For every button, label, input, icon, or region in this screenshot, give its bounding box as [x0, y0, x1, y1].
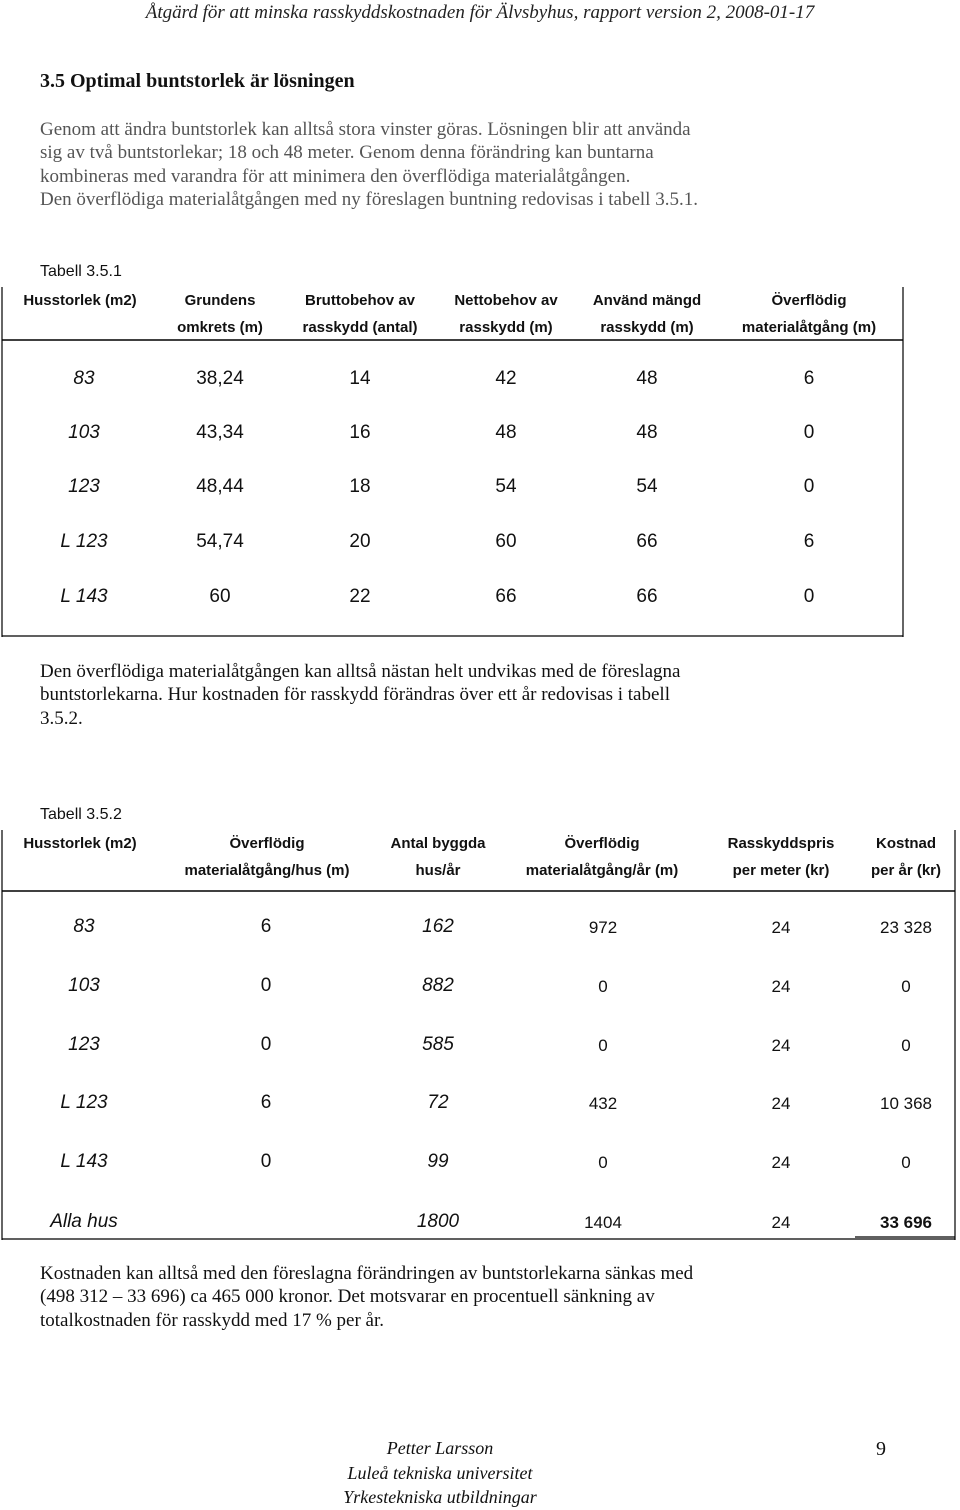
- table1-cell: 6: [803, 531, 815, 552]
- table2-header: Kostnad per år (kr): [870, 835, 942, 879]
- table1-cell: 0: [803, 422, 815, 443]
- table2-cell: 162: [422, 916, 454, 937]
- table1-cell: 20: [349, 531, 371, 552]
- table2-cell: 0: [901, 1036, 911, 1055]
- table2-cell: 0: [260, 1151, 272, 1172]
- table2-cell: 0: [598, 977, 608, 996]
- closing-paragraph: [40, 1262, 910, 1332]
- table1-cell: 18: [349, 476, 371, 497]
- table1-cell: 6: [803, 368, 815, 389]
- table2-cell: 10 368: [880, 1094, 932, 1113]
- table1-cell: 0: [803, 476, 815, 497]
- table2-cell: 0: [260, 975, 272, 996]
- table2-cell: 882: [422, 975, 454, 996]
- table2-cell: 6: [260, 1092, 272, 1113]
- table2-header: Husstorlek (m2): [23, 835, 137, 852]
- intro-line: kombineras med varandra för att minimera den överflödiga materialåtgången.: [40, 165, 631, 187]
- table2-cell: 24: [771, 977, 791, 996]
- table1-cell: 123: [68, 476, 100, 497]
- closing-line: Kostnaden kan alltså med den föreslagna förändringen av buntstorlekarna sänkas med: [40, 1263, 694, 1284]
- table1-cell: L 143: [60, 586, 108, 607]
- table2-cell: 103: [68, 975, 100, 996]
- table2-total-label: Alla hus: [50, 1211, 118, 1232]
- table1-cell: 42: [495, 368, 517, 389]
- table1-cell: 48: [636, 422, 658, 443]
- table2-cell: 585: [422, 1034, 454, 1055]
- table1-cell: 66: [636, 586, 658, 607]
- table1-header: Nettobehov av rasskydd (m): [454, 292, 558, 336]
- closing-line: totalkostnaden för rasskydd med 17 % per år.: [40, 1309, 385, 1331]
- table1-cell: 48: [495, 422, 517, 443]
- intro-line: Den överflödiga materialåtgången med ny föreslagen buntning redovisas i tabell 3.5.1.: [40, 188, 698, 210]
- section-title: 3.5 Optimal buntstorlek är lösningen: [40, 70, 355, 92]
- table1-header: Husstorlek (m2): [23, 292, 137, 309]
- table1-header: Överflödig materialåtgång (m): [741, 292, 877, 336]
- table2-total-cell: 1404: [584, 1213, 622, 1232]
- intro-line: sig av två buntstorlekar; 18 och 48 meter. Genom denna förändring kan buntarna: [40, 142, 654, 164]
- table2-cell: 99: [427, 1151, 449, 1172]
- table2-total-cell: 24: [771, 1213, 791, 1232]
- table2-cell: 24: [771, 1153, 791, 1172]
- table1-cell: L 123: [60, 531, 108, 552]
- table1-cell: 60: [495, 531, 517, 552]
- table1-cell: 103: [68, 422, 100, 443]
- table2-cell: L 143: [60, 1151, 108, 1172]
- table1-cell: 54: [636, 476, 658, 497]
- table2-cell: 83: [73, 916, 95, 937]
- middle-line: Den överflödiga materialåtgången kan alltså nästan helt undvikas med de föreslagna: [40, 661, 681, 682]
- table1-cell: 48,44: [196, 476, 244, 497]
- table2-total-cost: 33 696: [880, 1213, 932, 1232]
- table1-cell: 54,74: [196, 531, 244, 552]
- table1-cell: 0: [803, 586, 815, 607]
- table2-caption: Tabell 3.5.2: [40, 806, 122, 823]
- table1-cell: 66: [636, 531, 658, 552]
- page-number: 9: [876, 1438, 886, 1460]
- running-header: Åtgärd för att minska rasskyddskostnaden för Älvsbyhus, rapport version 2, 2008-01-17: [145, 2, 815, 23]
- table1-cell: 83: [73, 368, 95, 389]
- table1-cell: 48: [636, 368, 658, 389]
- closing-line: (498 312 – 33 696) ca 465 000 kronor. Det motsvarar en procentuell sänkning av: [40, 1286, 655, 1308]
- table2-cell: 123: [68, 1034, 100, 1055]
- table1-cell: 54: [495, 476, 517, 497]
- table2-cell: 0: [598, 1153, 608, 1172]
- middle-line: buntstorlekarna. Hur kostnaden för rasskydd förändras över ett år redovisas i tabell: [40, 684, 670, 706]
- table1-cell: 22: [349, 586, 371, 607]
- table1-cell: 43,34: [196, 422, 244, 443]
- table2-total-cell: 1800: [416, 1211, 460, 1232]
- intro-line: Genom att ändra buntstorlek kan alltså stora vinster göras. Lösningen blir att använda: [40, 119, 691, 140]
- table2-cell: L 123: [60, 1092, 108, 1113]
- table1-header: Bruttobehov av rasskydd (antal): [302, 292, 418, 336]
- table2-cell: 0: [901, 977, 911, 996]
- table1-cell: 14: [349, 368, 371, 389]
- table2-cell: 24: [771, 1036, 791, 1055]
- table1-cell: 60: [209, 586, 231, 607]
- table2-cell: 0: [901, 1153, 911, 1172]
- table1-caption: Tabell 3.5.1: [40, 263, 122, 280]
- table2-cell: 432: [588, 1094, 618, 1113]
- middle-paragraph: [40, 660, 910, 730]
- table1-cell: 16: [349, 422, 371, 443]
- table1-header: Använd mängd rasskydd (m): [592, 292, 702, 336]
- table2-cell: 23 328: [880, 918, 932, 937]
- footer-program: Yrkestekniska utbildningar: [343, 1487, 537, 1507]
- table2-cell: 24: [771, 1094, 791, 1113]
- middle-line: 3.5.2.: [40, 707, 83, 729]
- table2-header: Överflödig materialåtgång/år (m): [525, 835, 679, 879]
- table1-cell: 66: [495, 586, 517, 607]
- footer-author: Petter Larsson: [386, 1438, 494, 1458]
- table2-cell: 0: [260, 1034, 272, 1055]
- table2-header: Antal byggda hus/år: [390, 835, 486, 879]
- table2-header: Överflödig materialåtgång/hus (m): [184, 835, 350, 879]
- table2-header: Rasskyddspris per meter (kr): [727, 835, 835, 879]
- table1-cell: 38,24: [196, 368, 244, 389]
- footer-university: Luleå tekniska universitet: [347, 1463, 533, 1483]
- table2-cell: 0: [598, 1036, 608, 1055]
- table2-cell: 972: [588, 918, 618, 937]
- table1-header: Grundens omkrets (m): [177, 292, 263, 336]
- table2-cell: 72: [427, 1092, 449, 1113]
- table2-cell: 24: [771, 918, 791, 937]
- table2-cell: 6: [260, 916, 272, 937]
